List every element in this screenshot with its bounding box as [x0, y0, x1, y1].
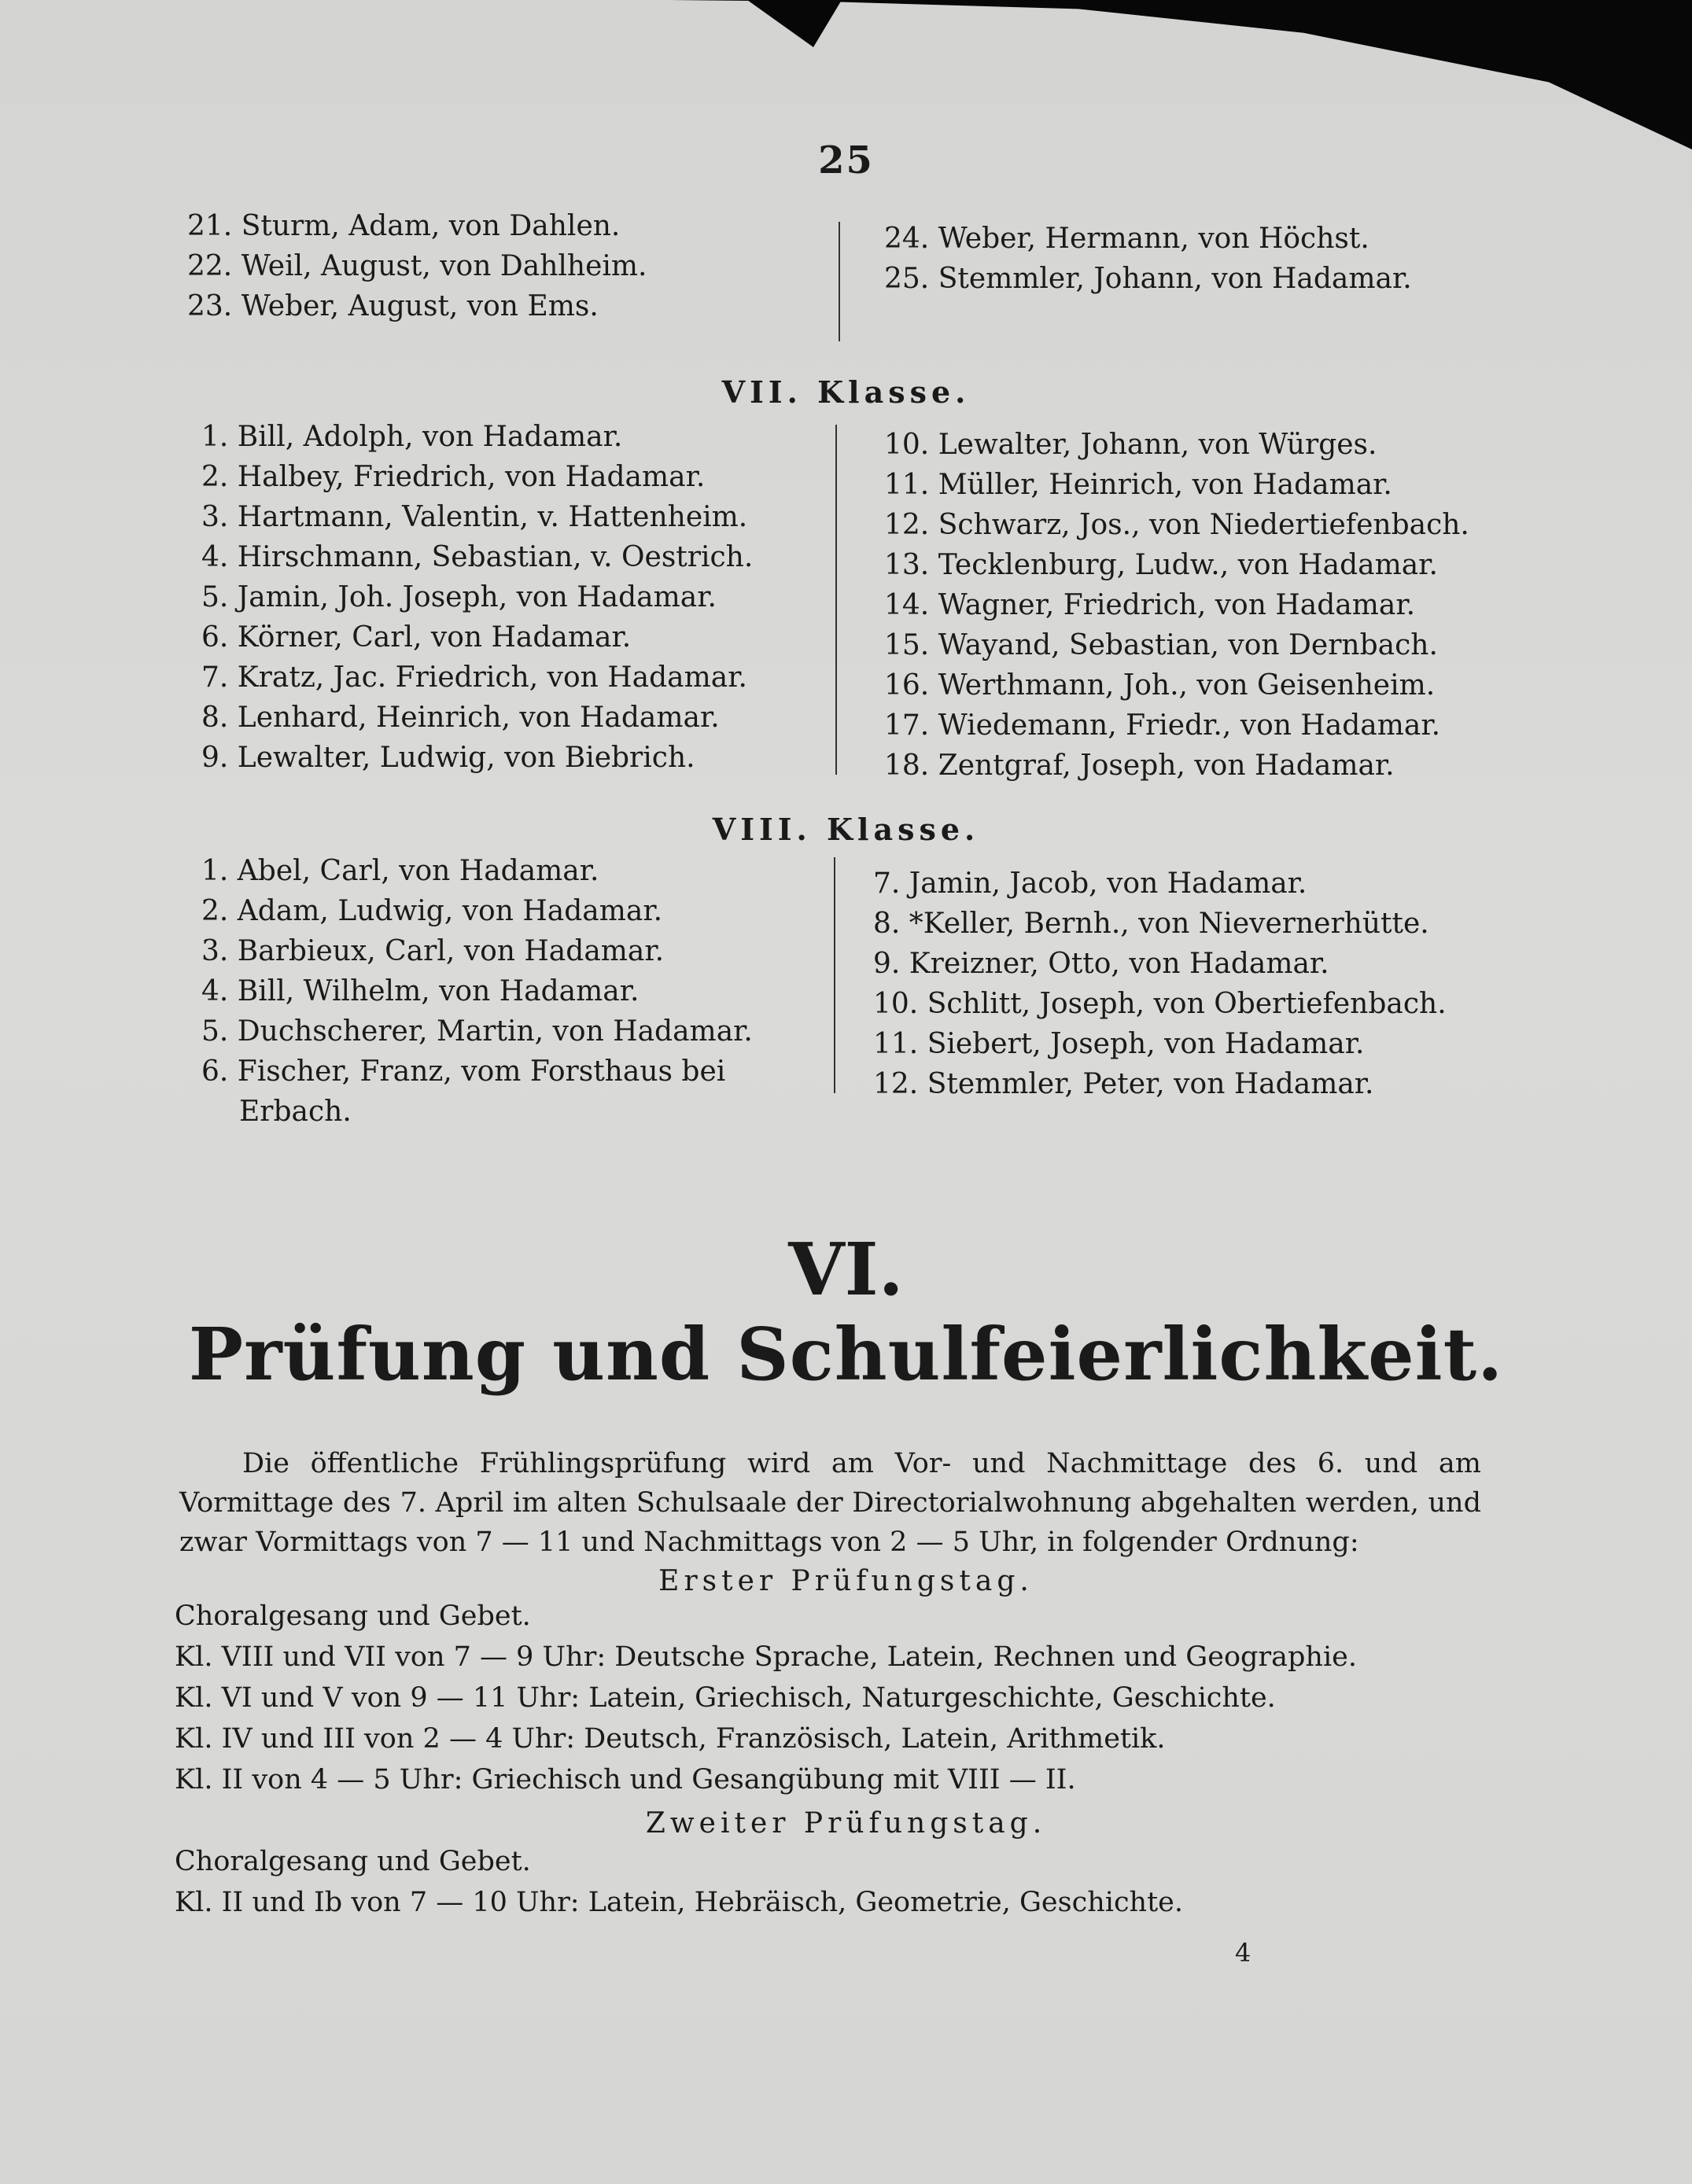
signature-mark: 4 — [1235, 1938, 1251, 1968]
list-item: 13. Tecklenburg, Ludw., von Hadamar. — [884, 549, 1438, 581]
list-item: Erbach. — [239, 1096, 352, 1128]
list-item: 7. Kratz, Jac. Friedrich, von Hadamar. — [201, 661, 747, 694]
list-item: 25. Stemmler, Johann, von Hadamar. — [884, 263, 1412, 295]
class-vi-right-column — [884, 219, 1412, 299]
class-viii-left-column — [201, 851, 753, 1132]
schedule-line: Kl. II und Ib von 7 — 10 Uhr: Latein, Hebräisch, Geometrie, Geschichte. — [175, 1887, 1183, 1918]
class-vii-left-column — [201, 417, 753, 778]
class-viii-right-column — [873, 864, 1447, 1104]
list-item: 15. Wayand, Sebastian, von Dernbach. — [884, 629, 1438, 661]
list-item: 3. Hartmann, Valentin, v. Hattenheim. — [201, 501, 748, 533]
page-number: 25 — [818, 138, 874, 182]
list-item: 8. Lenhard, Heinrich, von Hadamar. — [201, 702, 720, 734]
schedule-line: Choralgesang und Gebet. — [175, 1600, 531, 1632]
list-item: 18. Zentgraf, Joseph, von Hadamar. — [884, 749, 1395, 782]
list-item: 1. Bill, Adolph, von Hadamar. — [201, 421, 623, 453]
day2-heading: Zweiter Prüfungstag. — [645, 1807, 1047, 1840]
schedule-line: Kl. VI und V von 9 — 11 Uhr: Latein, Griechisch, Naturgeschichte, Geschichte. — [175, 1682, 1276, 1714]
class-vii-right-column — [884, 425, 1469, 786]
list-item: 9. Lewalter, Ludwig, von Biebrich. — [201, 742, 695, 774]
list-item: 3. Barbieux, Carl, von Hadamar. — [201, 935, 665, 967]
list-item: 22. Weil, August, von Dahlheim. — [187, 250, 647, 282]
schedule-line: Choralgesang und Gebet. — [175, 1846, 531, 1877]
list-item: 17. Wiedemann, Friedr., von Hadamar. — [884, 709, 1441, 742]
list-item: 10. Lewalter, Johann, von Würges. — [884, 429, 1377, 461]
list-item: 4. Hirschmann, Sebastian, v. Oestrich. — [201, 541, 754, 573]
list-item: 7. Jamin, Jacob, von Hadamar. — [873, 867, 1307, 900]
class-vi-left-column — [187, 206, 647, 326]
list-item: 21. Sturm, Adam, von Dahlen. — [187, 210, 621, 242]
list-item: 6. Körner, Carl, von Hadamar. — [201, 621, 632, 654]
list-item: 24. Weber, Hermann, von Höchst. — [884, 223, 1369, 255]
list-item: 5. Jamin, Joh. Joseph, von Hadamar. — [201, 581, 717, 613]
schedule-line: Kl. VIII und VII von 7 — 9 Uhr: Deutsche Sprache, Latein, Rechnen und Geographie. — [175, 1641, 1358, 1673]
list-item: 2. Halbey, Friedrich, von Hadamar. — [201, 461, 706, 493]
list-item: 9. Kreizner, Otto, von Hadamar. — [873, 948, 1329, 980]
column-divider — [834, 857, 835, 1093]
list-item: 5. Duchscherer, Martin, von Hadamar. — [201, 1015, 753, 1048]
list-item: 16. Werthmann, Joh., von Geisenheim. — [884, 669, 1436, 702]
list-item: 23. Weber, August, von Ems. — [187, 290, 599, 322]
list-item: 10. Schlitt, Joseph, von Obertiefenbach. — [873, 988, 1447, 1020]
schedule-line: Kl. IV und III von 2 — 4 Uhr: Deutsch, Französisch, Latein, Arithmetik. — [175, 1723, 1166, 1755]
list-item: 6. Fischer, Franz, vom Forsthaus bei — [201, 1055, 726, 1088]
dark-page-edge — [747, 0, 842, 47]
list-item: 1. Abel, Carl, von Hadamar. — [201, 855, 599, 887]
list-item: 14. Wagner, Friedrich, von Hadamar. — [884, 589, 1416, 621]
class-vii-heading: VII. Klasse. — [721, 374, 971, 410]
list-item: 8. *Keller, Bernh., von Nievernerhütte. — [873, 908, 1429, 940]
class-viii-heading: VIII. Klasse. — [712, 812, 980, 847]
list-item: 2. Adam, Ludwig, von Hadamar. — [201, 895, 663, 927]
list-item: 11. Siebert, Joseph, von Hadamar. — [873, 1028, 1365, 1060]
column-divider — [835, 425, 837, 775]
list-item: 4. Bill, Wilhelm, von Hadamar. — [201, 975, 640, 1007]
list-item: 12. Stemmler, Peter, von Hadamar. — [873, 1068, 1374, 1100]
schedule-line: Kl. II von 4 — 5 Uhr: Griechisch und Gesangübung mit VIII — II. — [175, 1764, 1076, 1795]
column-divider — [839, 222, 840, 341]
list-item: 11. Müller, Heinrich, von Hadamar. — [884, 469, 1392, 501]
day1-heading: Erster Prüfungstag. — [658, 1565, 1034, 1597]
section-title: Prüfung und Schulfeierlichkeit. — [188, 1312, 1504, 1397]
list-item: 12. Schwarz, Jos., von Niedertiefenbach. — [884, 509, 1469, 541]
section-number: VI. — [788, 1227, 904, 1312]
intro-paragraph: Die öffentliche Frühlingsprüfung wird am Vor- und Nachmittage des 6. und am Vormittage des 7. April im alten Schulsaale der Directorialwohnung abgehalten werden, und zwar Vormittags von 7 — 11 und Nachmittags von 2 — 5 Uhr, in folgender Ordnung: — [179, 1448, 1481, 1558]
